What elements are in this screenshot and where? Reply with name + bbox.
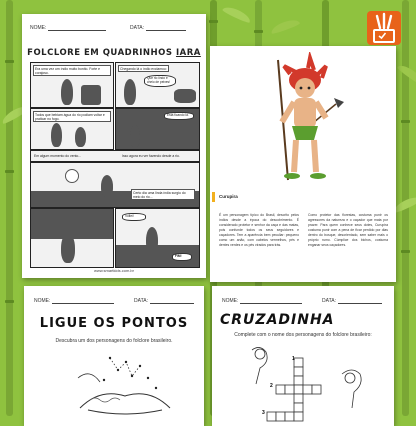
comic-panel xyxy=(115,208,200,268)
accent-bar xyxy=(212,192,215,202)
speech-bubble: FIM! xyxy=(172,253,192,261)
date-field: DATA: xyxy=(130,25,186,31)
description-column-1: É um personagem típico do Brasil, descrito pelos índios desde a época do descobrimento. É considerado protetor e senhor da caça e das matas, pois confunde todos os seus seguidores e caçadores. Tem a aparência bem peculiar: pequeno como um anão, com cabelos vermelhos, pés e dentes verdes e os pés virados para trás. xyxy=(219,213,299,247)
comic-title: FOLCLORE EM QUADRINHOS IARA xyxy=(27,48,201,58)
comic-panel xyxy=(30,62,114,108)
description-column-2: Como protetor das florestas, costuma punir os agressores da natureza e o caçador que mata por prazer. Para quem conhece seus dotes, Curupira costuma punir com a pena de ficar perdido por dias dentro do bosque, desorientado, sem saber mais o próprio rumo. Cúmplice dos bichos, costuma enganar seus caçadores. xyxy=(308,213,388,247)
comic-panel xyxy=(30,208,114,268)
panel-caption: Em algum momento do vento... xyxy=(34,153,82,158)
bamboo-stalk xyxy=(6,0,13,416)
clue-number: 1 xyxy=(292,356,295,362)
speech-bubble: Está ficando lá. xyxy=(164,112,194,120)
panel-caption: Isso agora eu ver fazendo desde a rio. xyxy=(122,153,180,158)
panel-caption: Era uma vez um índio muito bonito. Forte e corajoso. xyxy=(33,65,111,76)
name-field: NOME: xyxy=(34,298,114,304)
crossword-grid xyxy=(232,344,382,424)
name-field: NOME: xyxy=(30,25,106,31)
date-field: DATA: xyxy=(322,298,382,304)
crossword-worksheet xyxy=(212,286,394,426)
worksheet-instruction: Complete com o nome dos personagens do folclore brasileiro: xyxy=(234,332,372,338)
speech-bubble: Voltei! xyxy=(122,213,146,221)
comic-strip xyxy=(30,62,198,266)
worksheet-title: CRUZADINHA xyxy=(220,312,335,328)
site-footer: www.smartkids.com.br xyxy=(93,268,134,273)
speech-bubble: Que rio lindo e cheio de peixes! xyxy=(144,75,176,87)
worksheet-instruction: Descubra um dos personagens do folclore brasileiro. xyxy=(55,338,173,344)
clue-number: 2 xyxy=(270,383,273,389)
comic-panel xyxy=(115,108,200,150)
panel-caption: Todos que bebiam água do rio podiam voltar e praticar no fogo. xyxy=(33,111,111,122)
name-field: NOME: xyxy=(222,298,302,304)
comic-panel xyxy=(30,108,114,150)
date-field: DATA: xyxy=(134,298,194,304)
character-info-sheet xyxy=(210,46,396,282)
connect-dots-worksheet xyxy=(24,286,204,426)
panel-caption: Certo dia uma linda índia surgiu do meio do rio... xyxy=(131,189,195,200)
dot-puzzle xyxy=(70,348,180,418)
comic-panel xyxy=(115,62,200,108)
curupira-illustration xyxy=(250,52,360,192)
comic-panel xyxy=(30,162,200,208)
palette-brush-icon xyxy=(364,8,404,48)
worksheet-title: LIGUE OS PONTOS xyxy=(39,316,189,331)
clue-number: 3 xyxy=(262,410,265,416)
comic-panel xyxy=(30,150,200,162)
character-name: Curupira xyxy=(219,194,238,199)
comic-worksheet xyxy=(22,14,206,278)
panel-caption: Chegando lá o índio exclamou: xyxy=(118,65,169,72)
